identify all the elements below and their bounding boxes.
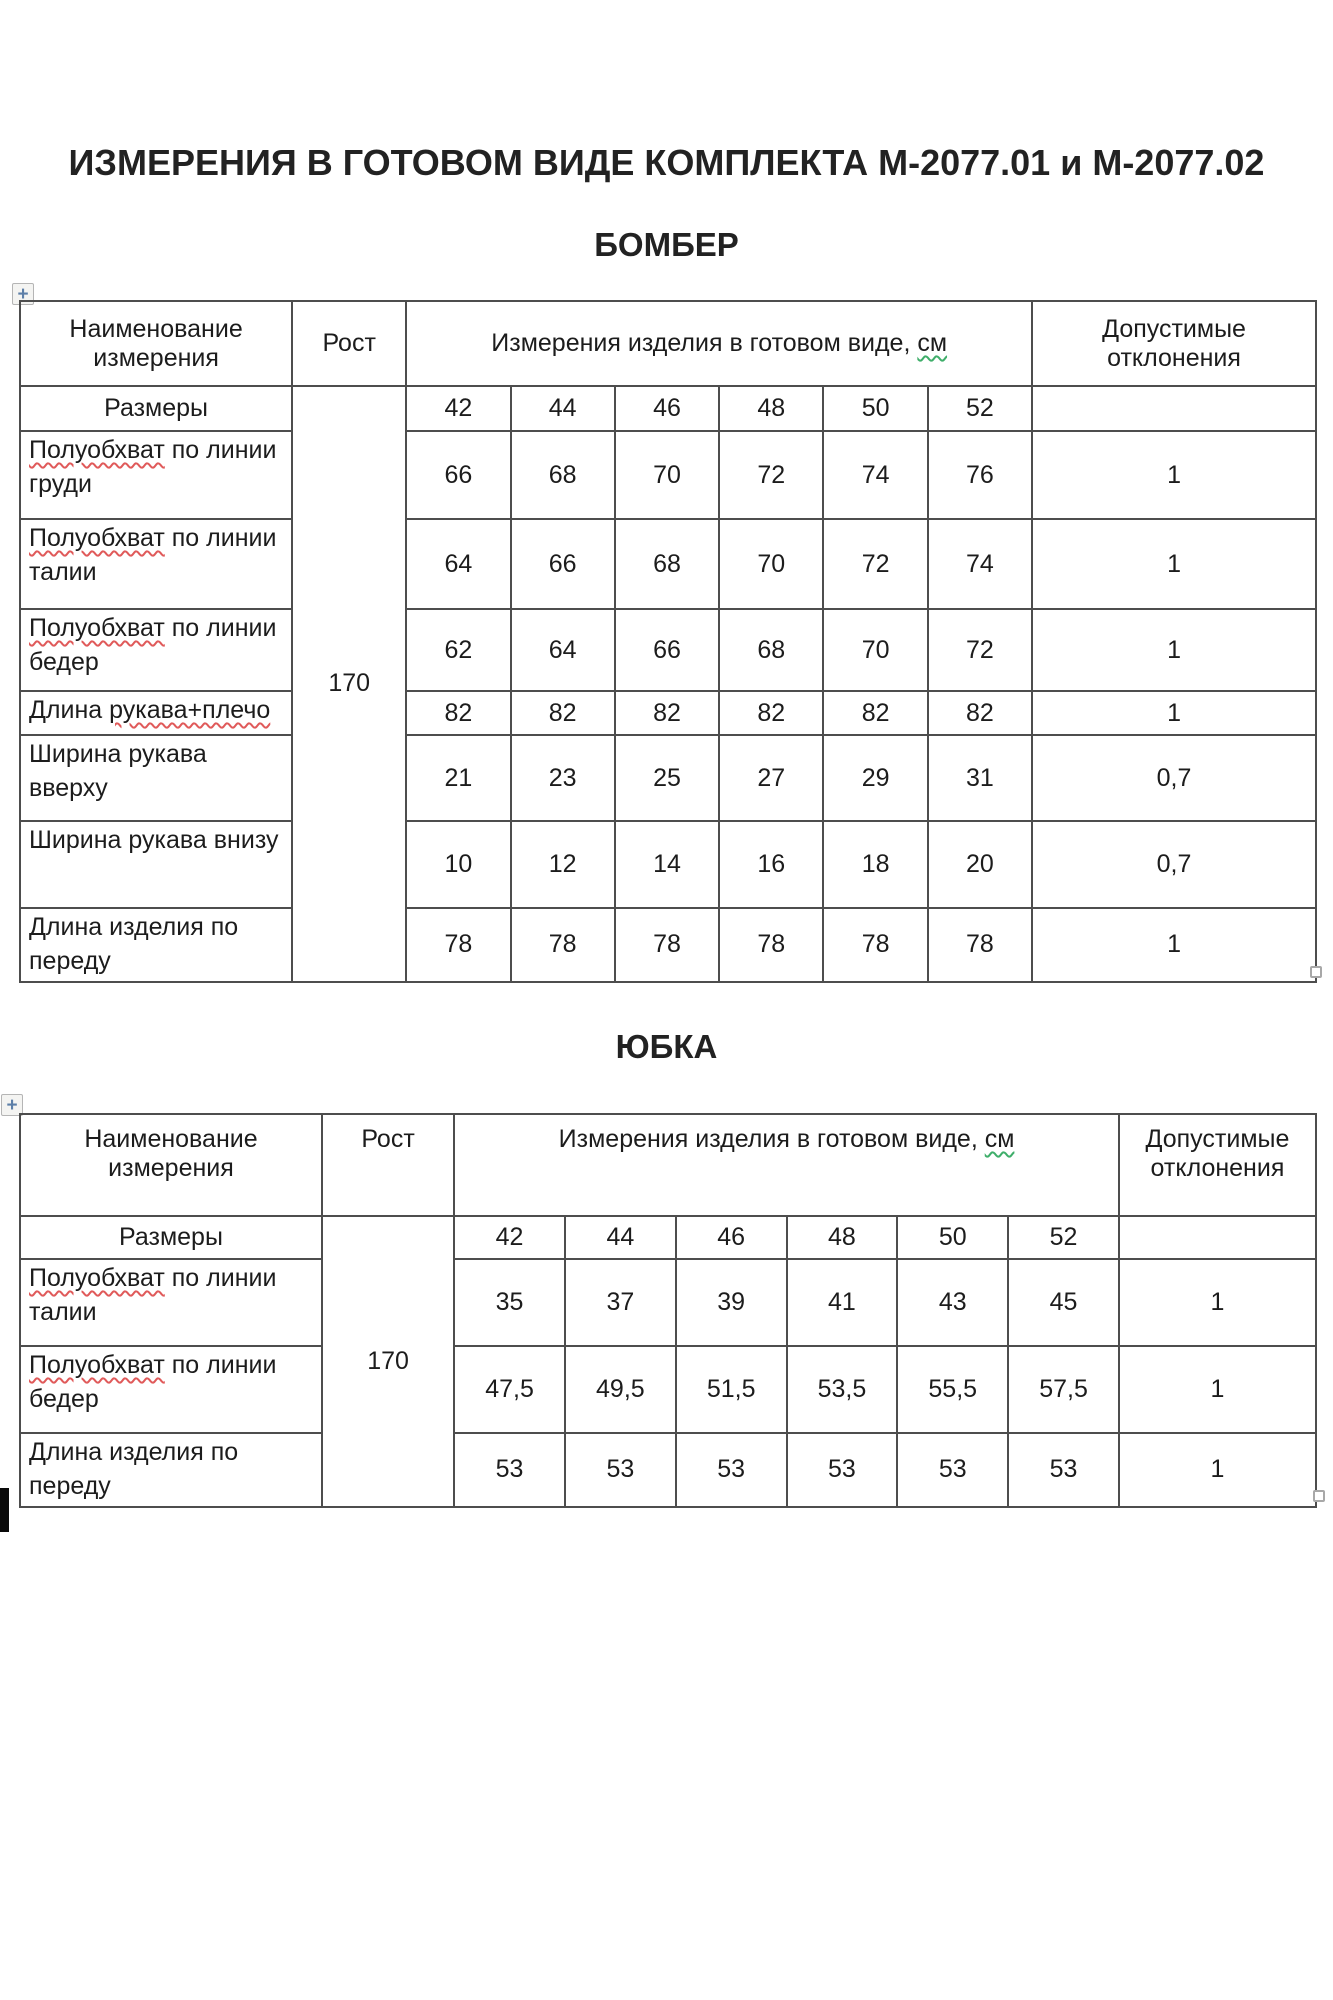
label-text: Длина изделия по переду [29, 913, 239, 975]
value-cell: 74 [928, 519, 1032, 609]
value-cell: 51,5 [676, 1346, 787, 1433]
tolerance-cell: 1 [1032, 519, 1316, 609]
size-cell: 44 [565, 1216, 676, 1259]
value-cell: 76 [928, 431, 1032, 519]
value-cell: 82 [511, 691, 615, 735]
height-value-cell: 170 [322, 1216, 454, 1507]
table-resize-handle-icon[interactable] [1313, 1490, 1325, 1502]
tolerance-cell-empty [1032, 386, 1316, 431]
value-cell: 18 [823, 821, 927, 908]
size-cell: 50 [897, 1216, 1008, 1259]
size-cell: 46 [676, 1216, 787, 1259]
size-cell: 42 [454, 1216, 565, 1259]
bomber-measurements-table [19, 300, 1317, 983]
tolerance-cell: 1 [1119, 1433, 1316, 1507]
misspelled-word: Полуобхват [29, 614, 165, 642]
sizes-row [20, 1216, 1316, 1259]
col-header-measurements [406, 301, 1032, 386]
misspelled-word: Полуобхват [29, 1351, 165, 1379]
value-cell: 31 [928, 735, 1032, 821]
value-cell: 55,5 [897, 1346, 1008, 1433]
measurements-unit-text: см [984, 1125, 1015, 1153]
size-cell: 42 [406, 386, 510, 431]
value-cell: 37 [565, 1259, 676, 1346]
plus-icon: + [6, 1094, 18, 1116]
col-header-height: Рост [292, 301, 406, 386]
value-cell: 78 [511, 908, 615, 982]
tolerance-cell: 1 [1032, 609, 1316, 691]
value-cell: 25 [615, 735, 719, 821]
value-cell: 82 [928, 691, 1032, 735]
value-cell: 64 [511, 609, 615, 691]
row-label [20, 431, 292, 519]
measurements-header-text: Измерения изделия в готовом виде, [491, 329, 918, 357]
value-cell: 70 [719, 519, 823, 609]
label-text: по линии талии [29, 524, 277, 586]
value-cell: 20 [928, 821, 1032, 908]
value-cell: 68 [511, 431, 615, 519]
misspelled-word: Полуобхват [29, 436, 165, 464]
label-text: Ширина рукава вверху [29, 740, 207, 802]
table-row-sleeve-length [20, 691, 1316, 735]
value-cell: 70 [823, 609, 927, 691]
value-cell: 82 [406, 691, 510, 735]
table-row-hips [20, 1346, 1316, 1433]
size-cell: 52 [928, 386, 1032, 431]
label-text: Ширина рукава внизу [29, 826, 279, 854]
value-cell: 78 [928, 908, 1032, 982]
value-cell: 78 [823, 908, 927, 982]
table-row-sleeve-width-top [20, 735, 1316, 821]
table-resize-handle-icon[interactable] [1310, 966, 1322, 978]
measurements-header-text: Измерения изделия в готовом виде, [558, 1125, 985, 1153]
section-title-bomber: БОМБЕР [594, 226, 739, 263]
col-header-measurement-name: Наименование измерения [20, 301, 292, 386]
table-header-row [20, 1114, 1316, 1216]
value-cell: 12 [511, 821, 615, 908]
value-cell: 16 [719, 821, 823, 908]
value-cell: 66 [511, 519, 615, 609]
table-row-front-length [20, 1433, 1316, 1507]
sizes-row-label: Размеры [20, 386, 292, 431]
value-cell: 53 [897, 1433, 1008, 1507]
misspelled-word: Полуобхват [29, 1264, 165, 1292]
height-value-cell: 170 [292, 386, 406, 982]
value-cell: 53 [454, 1433, 565, 1507]
row-label [20, 1433, 322, 1507]
value-cell: 78 [719, 908, 823, 982]
col-header-measurement-name: Наименование измерения [20, 1114, 322, 1216]
table-row-chest [20, 431, 1316, 519]
value-cell: 72 [928, 609, 1032, 691]
value-cell: 45 [1008, 1259, 1119, 1346]
skirt-measurements-table [19, 1113, 1317, 1508]
value-cell: 66 [615, 609, 719, 691]
value-cell: 49,5 [565, 1346, 676, 1433]
tolerance-cell: 1 [1032, 908, 1316, 982]
value-cell: 74 [823, 431, 927, 519]
value-cell: 68 [719, 609, 823, 691]
size-cell: 52 [1008, 1216, 1119, 1259]
col-header-tolerance: Допустимые отклонения [1119, 1114, 1316, 1216]
value-cell: 53 [787, 1433, 898, 1507]
value-cell: 39 [676, 1259, 787, 1346]
value-cell: 21 [406, 735, 510, 821]
value-cell: 62 [406, 609, 510, 691]
text-cursor-artifact [0, 1488, 9, 1532]
tolerance-cell: 1 [1119, 1259, 1316, 1346]
row-label [20, 609, 292, 691]
value-cell: 82 [615, 691, 719, 735]
label-text: по линии груди [29, 436, 277, 498]
section-title-skirt: ЮБКА [615, 1028, 718, 1065]
tolerance-cell: 0,7 [1032, 821, 1316, 908]
measurements-unit-text: см [917, 329, 948, 357]
value-cell: 53 [676, 1433, 787, 1507]
value-cell: 70 [615, 431, 719, 519]
plus-icon: + [17, 283, 29, 305]
size-cell: 44 [511, 386, 615, 431]
label-text: по линии талии [29, 1264, 277, 1326]
table-row-waist [20, 519, 1316, 609]
table-row-hips [20, 609, 1316, 691]
row-label [20, 691, 292, 735]
value-cell: 64 [406, 519, 510, 609]
misspelled-word: Полуобхват [29, 524, 165, 552]
size-cell: 48 [787, 1216, 898, 1259]
value-cell: 27 [719, 735, 823, 821]
row-label [20, 908, 292, 982]
tolerance-cell: 1 [1119, 1346, 1316, 1433]
misspelled-word: рукава+плечо [109, 696, 271, 724]
value-cell: 66 [406, 431, 510, 519]
row-label [20, 1346, 322, 1433]
table-row-waist [20, 1259, 1316, 1346]
value-cell: 43 [897, 1259, 1008, 1346]
row-label [20, 519, 292, 609]
value-cell: 78 [406, 908, 510, 982]
table-header-row [20, 301, 1316, 386]
value-cell: 53 [1008, 1433, 1119, 1507]
table-row-sleeve-width-bottom [20, 821, 1316, 908]
row-label [20, 1259, 322, 1346]
col-header-tolerance: Допустимые отклонения [1032, 301, 1316, 386]
value-cell: 72 [823, 519, 927, 609]
value-cell: 10 [406, 821, 510, 908]
tolerance-cell: 0,7 [1032, 735, 1316, 821]
tolerance-cell-empty [1119, 1216, 1316, 1259]
label-text: по линии бедер [29, 614, 277, 676]
value-cell: 41 [787, 1259, 898, 1346]
size-cell: 50 [823, 386, 927, 431]
value-cell: 68 [615, 519, 719, 609]
tolerance-cell: 1 [1032, 431, 1316, 519]
table-row-front-length [20, 908, 1316, 982]
value-cell: 82 [719, 691, 823, 735]
value-cell: 78 [615, 908, 719, 982]
value-cell: 35 [454, 1259, 565, 1346]
size-cell: 48 [719, 386, 823, 431]
value-cell: 53,5 [787, 1346, 898, 1433]
label-text: Длина [29, 696, 110, 724]
value-cell: 53 [565, 1433, 676, 1507]
value-cell: 57,5 [1008, 1346, 1119, 1433]
value-cell: 14 [615, 821, 719, 908]
row-label [20, 735, 292, 821]
value-cell: 72 [719, 431, 823, 519]
sizes-row-label: Размеры [20, 1216, 322, 1259]
value-cell: 23 [511, 735, 615, 821]
document-title: ИЗМЕРЕНИЯ В ГОТОВОМ ВИДЕ КОМПЛЕКТА М-2077.01 и М-2077.02 [68, 142, 1265, 183]
label-text: по линии бедер [29, 1351, 277, 1413]
tolerance-cell: 1 [1032, 691, 1316, 735]
value-cell: 29 [823, 735, 927, 821]
label-text: Длина изделия по переду [29, 1438, 239, 1500]
col-header-measurements [454, 1114, 1119, 1216]
col-header-height: Рост [322, 1114, 454, 1216]
size-cell: 46 [615, 386, 719, 431]
value-cell: 47,5 [454, 1346, 565, 1433]
sizes-row [20, 386, 1316, 431]
row-label [20, 821, 292, 908]
value-cell: 82 [823, 691, 927, 735]
